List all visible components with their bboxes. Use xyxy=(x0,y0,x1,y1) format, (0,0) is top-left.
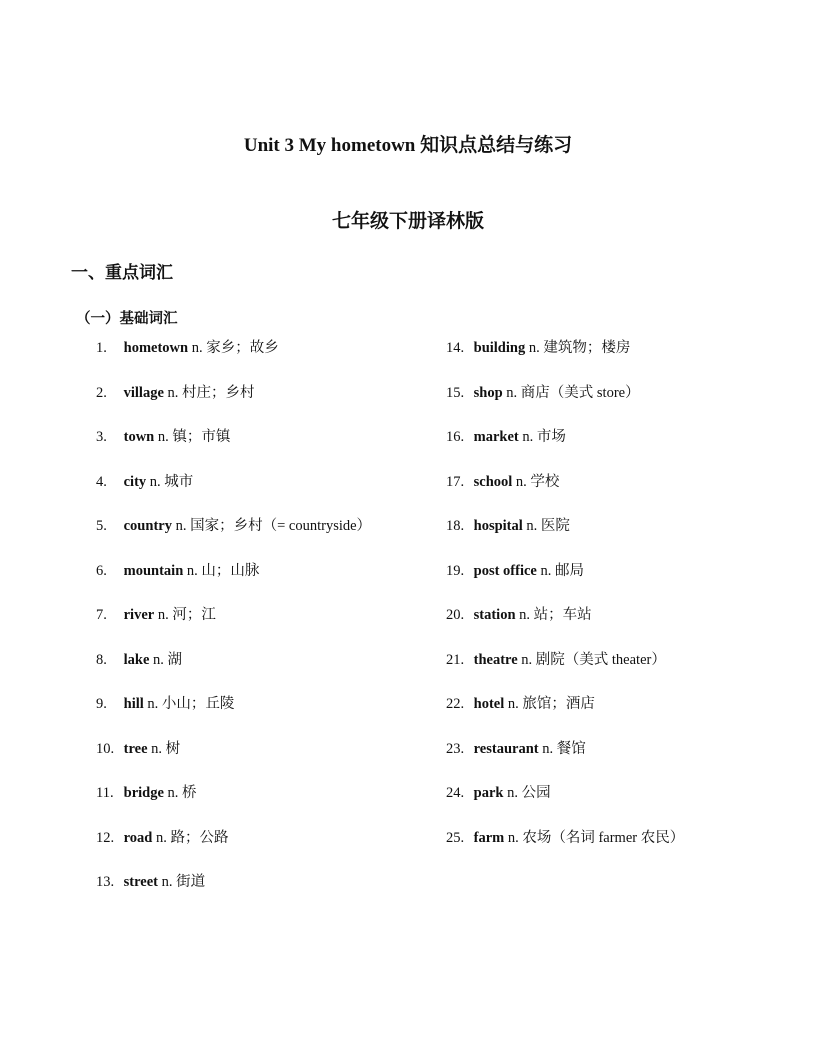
vocab-number: 22. xyxy=(446,696,465,712)
vocab-number: 3. xyxy=(96,429,107,445)
sub-heading: （一）基础词汇 xyxy=(76,311,178,327)
vocab-pos: n. xyxy=(522,429,534,445)
vocab-meaning: 剧院（美式 theater） xyxy=(535,651,666,668)
vocab-meaning: 湖 xyxy=(167,651,183,668)
vocab-meaning: 商店（美式 store） xyxy=(520,384,640,401)
vocab-pos: n. xyxy=(507,696,519,712)
vocab-pos: n. xyxy=(507,829,519,846)
vocab-number: 1. xyxy=(96,340,107,356)
vocab-item xyxy=(96,427,426,472)
vocab-number: 13. xyxy=(96,874,115,890)
vocab-word: mountain xyxy=(123,562,184,579)
vocab-word: hospital xyxy=(473,518,523,534)
vocab-item xyxy=(446,828,786,873)
vocab-number: 4. xyxy=(96,473,107,490)
vocab-item xyxy=(96,338,426,383)
vocab-pos: n. xyxy=(153,651,164,668)
vocab-word: hill xyxy=(123,696,144,712)
vocab-item xyxy=(446,561,786,606)
vocab-number: 20. xyxy=(446,607,465,623)
vocab-number: 8. xyxy=(96,651,107,668)
vocab-item xyxy=(446,694,786,739)
vocab-pos: n. xyxy=(521,651,533,668)
vocab-item xyxy=(96,739,426,784)
vocab-item xyxy=(96,694,426,739)
vocab-item xyxy=(446,739,786,784)
vocab-pos: n. xyxy=(161,874,173,890)
vocab-word: country xyxy=(123,518,172,534)
vocab-number: 15. xyxy=(446,384,465,401)
vocab-meaning: 村庄；乡村 xyxy=(182,384,255,401)
vocab-pos: n. xyxy=(167,384,179,401)
vocab-item xyxy=(96,516,426,561)
vocab-item xyxy=(96,561,426,606)
vocab-meaning: 公园 xyxy=(521,785,551,801)
vocab-word: road xyxy=(123,829,153,846)
vocab-word: tree xyxy=(123,740,148,757)
vocab-word: city xyxy=(123,473,147,490)
vocab-meaning: 家乡；故乡 xyxy=(206,340,279,356)
vocab-item xyxy=(446,605,786,650)
vocab-pos: n. xyxy=(526,518,538,534)
vocab-meaning: 医院 xyxy=(540,518,570,534)
vocab-pos: n. xyxy=(506,384,518,401)
vocab-list-right xyxy=(446,338,786,872)
vocab-pos: n. xyxy=(540,562,552,579)
vocab-word: village xyxy=(123,384,164,401)
vocab-number: 5. xyxy=(96,518,107,534)
vocab-pos: n. xyxy=(156,829,167,846)
vocab-word: theatre xyxy=(473,651,518,668)
vocab-item xyxy=(446,472,786,517)
vocab-number: 19. xyxy=(446,562,465,579)
document-subtitle: 七年级下册译林版 xyxy=(331,211,484,232)
vocab-meaning: 城市 xyxy=(164,473,194,490)
vocab-number: 18. xyxy=(446,518,465,534)
vocab-pos: n. xyxy=(167,785,179,801)
vocab-number: 21. xyxy=(446,651,465,668)
vocab-pos: n. xyxy=(175,518,187,534)
vocab-pos: n. xyxy=(528,340,540,356)
vocab-number: 14. xyxy=(446,340,465,356)
vocab-meaning: 镇；市镇 xyxy=(172,429,231,445)
vocab-item xyxy=(446,427,786,472)
vocab-pos: n. xyxy=(147,696,159,712)
vocab-pos: n. xyxy=(507,785,518,801)
section-heading: 一、重点词汇 xyxy=(71,263,173,282)
vocab-word: bridge xyxy=(123,785,164,801)
vocab-item xyxy=(96,783,426,828)
vocab-word: shop xyxy=(473,384,503,401)
vocab-meaning: 学校 xyxy=(530,473,560,490)
vocab-word: station xyxy=(473,607,516,623)
vocab-meaning: 桥 xyxy=(182,785,197,801)
vocab-word: farm xyxy=(473,829,505,846)
vocab-pos: n. xyxy=(515,473,527,490)
document-title: Unit 3 My hometown 知识点总结与练习 xyxy=(243,135,573,156)
vocab-meaning: 街道 xyxy=(176,874,206,890)
vocab-meaning: 山；山脉 xyxy=(201,562,260,579)
vocab-item xyxy=(446,516,786,561)
vocab-item xyxy=(96,872,426,917)
vocab-pos: n. xyxy=(186,562,198,579)
vocab-number: 10. xyxy=(96,740,115,757)
vocab-meaning: 站；车站 xyxy=(533,607,592,623)
vocab-word: river xyxy=(123,607,155,623)
vocab-word: lake xyxy=(123,651,150,668)
vocab-item xyxy=(446,383,786,428)
vocab-number: 7. xyxy=(96,607,107,623)
vocab-item xyxy=(96,383,426,428)
vocab-meaning: 市场 xyxy=(536,429,566,445)
vocab-number: 11. xyxy=(96,785,114,801)
vocab-meaning: 农场（名词 farmer 农民） xyxy=(522,829,685,846)
vocab-word: restaurant xyxy=(473,740,539,757)
vocab-item xyxy=(96,650,426,695)
vocab-number: 17. xyxy=(446,473,465,490)
vocab-pos: n. xyxy=(151,740,162,757)
vocab-word: post office xyxy=(473,562,537,579)
vocab-pos: n. xyxy=(519,607,531,623)
vocab-meaning: 建筑物；楼房 xyxy=(543,340,631,356)
vocab-number: 23. xyxy=(446,740,465,757)
vocab-meaning: 旅馆；酒店 xyxy=(522,696,595,712)
vocab-pos: n. xyxy=(157,607,169,623)
vocab-word: hometown xyxy=(123,340,189,356)
vocab-item xyxy=(96,605,426,650)
vocab-pos: n. xyxy=(149,473,161,490)
vocab-meaning: 邮局 xyxy=(554,562,584,579)
vocab-word: market xyxy=(473,429,519,445)
vocab-number: 6. xyxy=(96,562,107,579)
vocab-number: 24. xyxy=(446,785,465,801)
vocab-number: 2. xyxy=(96,384,107,401)
vocab-number: 12. xyxy=(96,829,115,846)
vocab-meaning: 国家；乡村（= countryside） xyxy=(190,518,372,534)
vocab-meaning: 路；公路 xyxy=(170,829,229,846)
vocab-item xyxy=(96,472,426,517)
vocab-number: 16. xyxy=(446,429,465,445)
vocab-meaning: 小山；丘陵 xyxy=(161,696,235,712)
vocab-number: 9. xyxy=(96,696,107,712)
vocab-item xyxy=(446,650,786,695)
vocab-item xyxy=(446,783,786,828)
vocab-item xyxy=(96,828,426,873)
vocab-word: park xyxy=(473,785,504,801)
vocab-word: town xyxy=(123,429,155,445)
vocab-word: hotel xyxy=(473,696,505,712)
vocab-pos: n. xyxy=(157,429,169,445)
vocab-meaning: 河；江 xyxy=(172,607,216,623)
vocab-pos: n. xyxy=(542,740,554,757)
vocab-meaning: 树 xyxy=(165,740,181,757)
vocab-number: 25. xyxy=(446,829,465,846)
vocab-meaning: 餐馆 xyxy=(556,740,586,757)
vocab-word: street xyxy=(123,874,158,890)
vocab-word: building xyxy=(473,340,526,356)
vocab-item xyxy=(446,338,786,383)
vocab-list-left xyxy=(96,338,426,917)
vocab-word: school xyxy=(473,473,513,490)
vocab-pos: n. xyxy=(191,340,203,356)
